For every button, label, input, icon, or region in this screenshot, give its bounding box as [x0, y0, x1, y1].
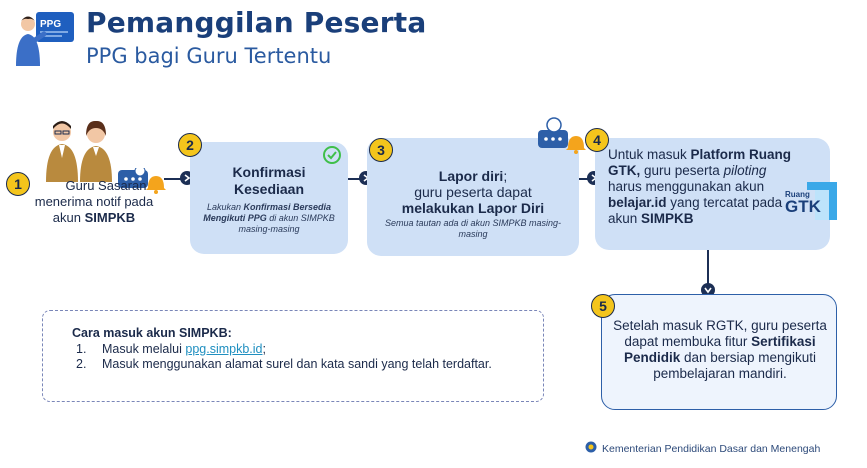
- step-3-text: Lapor diri; guru peserta dapat melakukan Lapor Diri: [401, 168, 545, 216]
- step-2-title: Konfirmasi Kesediaan: [232, 164, 306, 197]
- simpkb-link[interactable]: ppg.simpkb.id: [185, 342, 263, 356]
- gtk-logo-icon: [785, 180, 837, 230]
- check-icon: [322, 145, 342, 165]
- list-item: 1. Masuk melalui ppg.simpkb.id;: [76, 342, 266, 356]
- page-title: Pemanggilan Peserta: [86, 6, 427, 39]
- step-4-number: 4: [585, 128, 609, 152]
- simpkb-title: Cara masuk akun SIMPKB:: [72, 326, 232, 340]
- gtk-logo-big: GTK: [785, 197, 821, 216]
- step-1-number: 1: [6, 172, 30, 196]
- step-3-note: Semua tautan ada di akun SIMPKB masing-masing: [384, 218, 562, 239]
- page-subtitle: PPG bagi Guru Tertentu: [86, 44, 332, 68]
- list-item: 2. Masuk menggunakan alamat surel dan kata sandi yang telah terdaftar.: [76, 357, 492, 371]
- step-2-note: Lakukan Konfirmasi Bersedia Mengikuti PPG di akun SIMPKB masing-masing: [203, 202, 335, 234]
- step-4-text: Untuk masuk Platform Ruang GTK, guru peserta piloting harus menggunakan akun belajar.id yang tercatat pada akun SIMPKB: [608, 147, 792, 226]
- gtk-logo-small: Ruang: [785, 190, 810, 199]
- step-1-text: Guru Sasaran menerima notif pada akun SIMPKB: [34, 178, 154, 225]
- connector-line: [707, 250, 709, 286]
- simpkb-list: [76, 342, 516, 372]
- step-2-number: 2: [178, 133, 202, 157]
- footer-text: Kementerian Pendidikan Dasar dan Menengah: [602, 442, 821, 455]
- ppg-badge-label: PPG: [40, 19, 62, 30]
- step-5-number: 5: [591, 294, 615, 318]
- ministry-logo-icon: [585, 441, 597, 456]
- chat-bell-icon: [538, 116, 586, 154]
- ppg-teacher-icon: [14, 10, 76, 68]
- people-icon: [40, 118, 120, 182]
- footer: [585, 441, 820, 456]
- step-5-text: Setelah masuk RGTK, guru peserta dapat membuka fitur Sertifikasi Pendidik dan bersiap mengikuti pembelajaran mandiri.: [613, 318, 827, 381]
- step-3-number: 3: [369, 138, 393, 162]
